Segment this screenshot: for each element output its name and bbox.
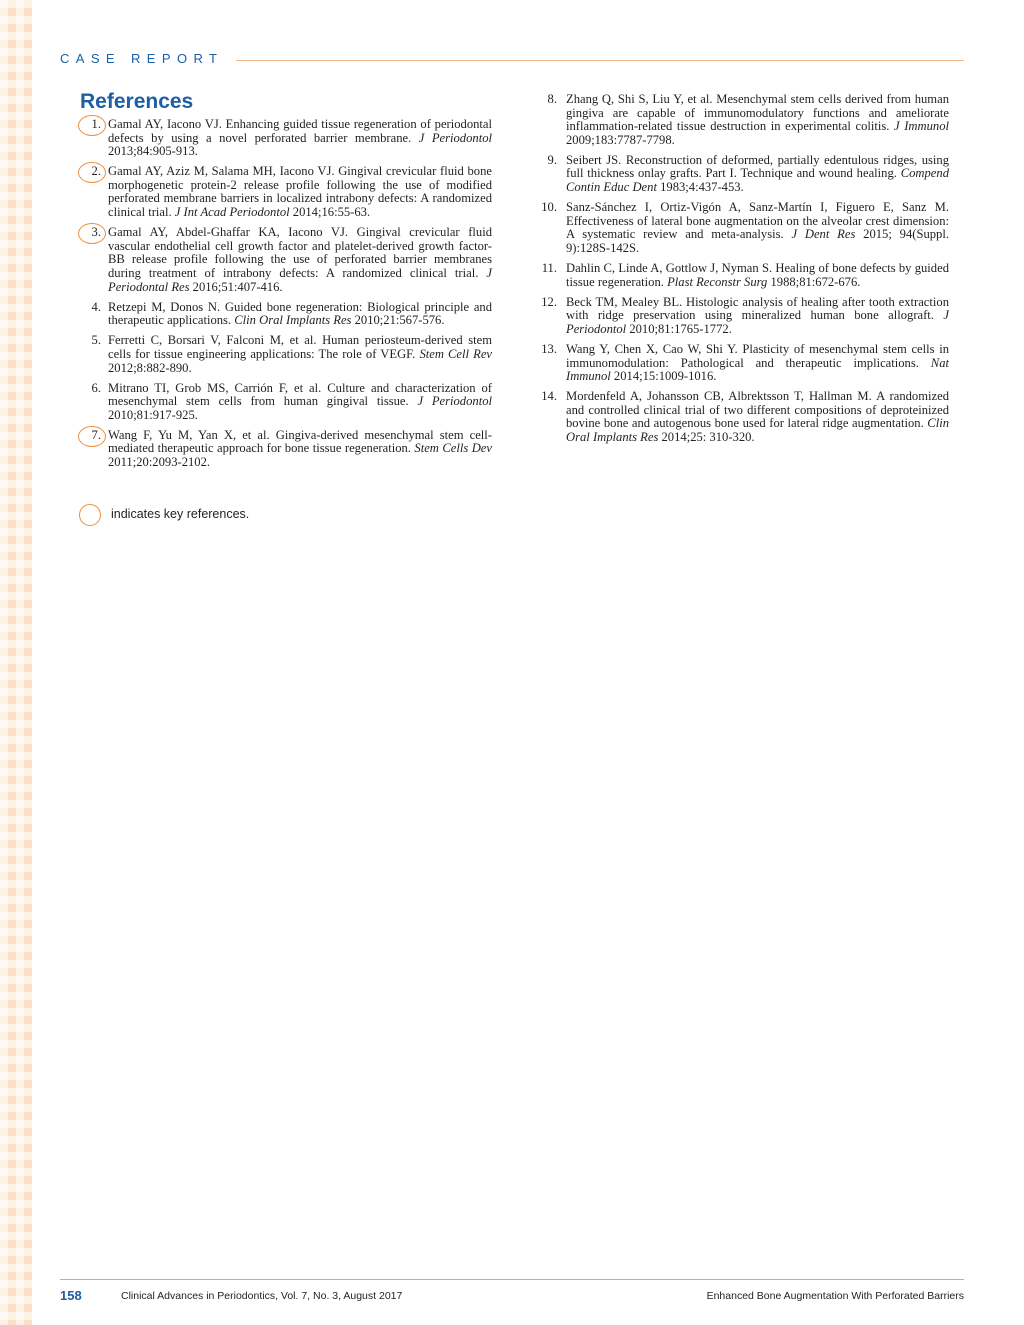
reference-number: 4. [91,299,101,314]
reference-number: 5. [91,333,101,348]
reference-authors-title: Gamal AY, Aziz M, Salama MH, Iacono VJ. Gingival crevicular fluid bone morphogenetic protein-2 release profile following the use of modified perforated membrane barriers in localized intrabony defects: A randomized clinical trial. [108,164,492,220]
reference-number: 11. [541,261,557,276]
key-reference-number: 1. [80,118,101,132]
decorative-edge-strip [0,0,32,1325]
reference-item [80,226,492,294]
reference-text [566,201,949,255]
journal-citation: Clinical Advances in Periodontics, Vol. 7, No. 3, August 2017 [121,1290,403,1302]
reference-volume-pages: 2015; 94(Suppl. 9):128S-142S. [566,227,949,255]
reference-journal: J Periodontol [566,308,949,336]
reference-text [108,226,492,294]
reference-journal: Nat Immunol [566,355,949,384]
reference-authors-title: Seibert JS. Reconstruction of deformed, partially edentulous ridges, using full thickness onlay grafts. Part I. Technique and wound healing. [566,152,949,181]
reference-authors-title: Mordenfeld A, Johansson CB, Albrektsson T, Hallman M. A randomized and controlled clinical trial of two different compositions of deproteinized bovine bone and autogenous bone used for lateral ridge augmentation. [566,389,949,431]
reference-authors-title: Sanz-Sánchez I, Ortiz-Vigón A, Sanz-Martín I, Figuero E, Sanz M. Effectiveness of lateral bone augmentation on the alveolar crest dimension: A systematic review and meta-analysis. [566,200,949,242]
reference-text [108,382,492,423]
reference-item [530,296,949,337]
reference-authors-title: Wang Y, Chen X, Cao W, Shi Y. Plasticity of mesenchymal stem cells in immunomodulation: Pathological and therapeutic implications. [566,342,949,370]
reference-volume-pages: 1983;4:437-453. [656,180,744,195]
reference-text [566,390,949,444]
reference-authors-title: Zhang Q, Shi S, Liu Y, et al. Mesenchymal stem cells derived from human gingiva are capable of immunomodulatory functions and ameliorate inflammation-related tissue destruction in experimental colitis. [566,92,949,134]
key-reference-legend: indicates key references. [111,507,250,521]
reference-authors-title: Gamal AY, Iacono VJ. Enhancing guided tissue regeneration of periodontal defects by using a novel perforated barrier membrane. [108,117,492,145]
page-number: 158 [60,1288,82,1303]
header-rule [236,60,964,61]
reference-text [566,343,949,384]
reference-item [530,201,949,255]
reference-journal: Clin Oral Implants Res [234,313,352,328]
reference-item [80,301,492,328]
reference-item [80,118,492,159]
reference-text [108,429,492,470]
reference-journal: J Periodontol [418,130,492,145]
reference-item [80,429,492,470]
reference-text [108,165,492,219]
reference-authors-title: Wang F, Yu M, Yan X, et al. Gingiva-derived mesenchymal stem cell-mediated therapeutic approach for bone tissue regeneration. [108,427,492,456]
reference-item [530,154,949,195]
reference-volume-pages: 2010;81:1765-1772. [626,321,732,336]
reference-list-left [80,118,492,476]
reference-text [108,118,492,159]
reference-text [566,154,949,195]
reference-volume-pages: 2011;20:2093-2102. [108,455,211,470]
reference-journal: Clin Oral Implants Res [566,416,949,445]
footer-rule [60,1279,964,1280]
reference-volume-pages: 2013;84:905-913. [108,144,198,159]
reference-journal: Stem Cells Dev [414,441,492,456]
reference-text [108,334,492,375]
reference-authors-title: Beck TM, Mealey BL. Histologic analysis of healing after tooth extraction with ridge preservation using mineralized human bone allograft. [566,294,949,323]
reference-journal: J Dent Res [791,227,856,242]
reference-volume-pages: 2009;183:7787-7798. [566,132,675,147]
reference-volume-pages: 2012;8:882-890. [108,360,192,375]
reference-journal: J Int Acad Periodontol [174,205,290,220]
reference-volume-pages: 2010;21:567-576. [351,313,445,328]
reference-volume-pages: 2016;51:407-416. [189,279,283,294]
section-label: CASE REPORT [60,51,224,66]
reference-authors-title: Retzepi M, Donos N. Guided bone regeneration: Biological principle and therapeutic applications. [108,299,492,328]
reference-item [530,390,949,444]
reference-item [80,334,492,375]
reference-volume-pages: 2014;15:1009-1016. [610,369,717,384]
reference-text [566,93,949,147]
reference-journal: J Periodontol [417,394,492,409]
reference-item [530,93,949,147]
reference-journal: Compend Contin Educ Dent [566,166,949,195]
reference-authors-title: Dahlin C, Linde A, Gottlow J, Nyman S. Healing of bone defects by guided tissue regeneration. [566,261,949,289]
reference-number: 13. [541,342,557,356]
reference-journal: Stem Cell Rev [419,346,492,361]
reference-number: 9. [547,152,557,167]
reference-authors-title: Mitrano TI, Grob MS, Carrión F, et al. Culture and characterization of mesenchymal stem cells from human gingival tissue. [108,380,492,409]
reference-number: 14. [541,389,557,404]
reference-volume-pages: 2014;25: 310-320. [658,430,755,445]
reference-volume-pages: 2010;81:917-925. [108,407,198,422]
reference-journal: J Periodontal Res [108,265,492,294]
reference-item [530,343,949,384]
reference-authors-title: Gamal AY, Abdel-Ghaffar KA, Iacono VJ. Gingival crevicular fluid vascular endothelial cell growth factor and platelet-derived growth factor-BB release profile following the use of perforated barrier membranes during treatment of intrabony defects: A randomized clinical trial. [108,225,492,280]
reference-text [566,262,949,289]
reference-number: 8. [547,92,557,106]
reference-journal: J Immunol [894,119,949,134]
reference-number: 12. [541,294,557,309]
reference-number: 10. [541,200,557,215]
reference-authors-title: Ferretti C, Borsari V, Falconi M, et al. Human periosteum-derived stem cells for tissue engineering applications: The role of VEGF. [108,333,492,361]
reference-item [80,165,492,219]
key-reference-circle-icon [79,504,101,526]
key-reference-number: 2. [80,165,101,179]
reference-list-right [530,93,949,451]
reference-item [530,262,949,289]
reference-text [566,296,949,337]
key-reference-number: 3. [80,226,101,240]
reference-volume-pages: 2014;16:55-63. [289,205,371,220]
running-title: Enhanced Bone Augmentation With Perforated Barriers [706,1290,964,1302]
reference-journal: Plast Reconstr Surg [667,274,768,289]
reference-number: 6. [91,380,101,395]
references-heading: References [80,90,194,113]
reference-volume-pages: 1988;81:672-676. [767,274,861,289]
reference-text [108,301,492,328]
reference-item [80,382,492,423]
key-reference-number: 7. [80,429,101,443]
